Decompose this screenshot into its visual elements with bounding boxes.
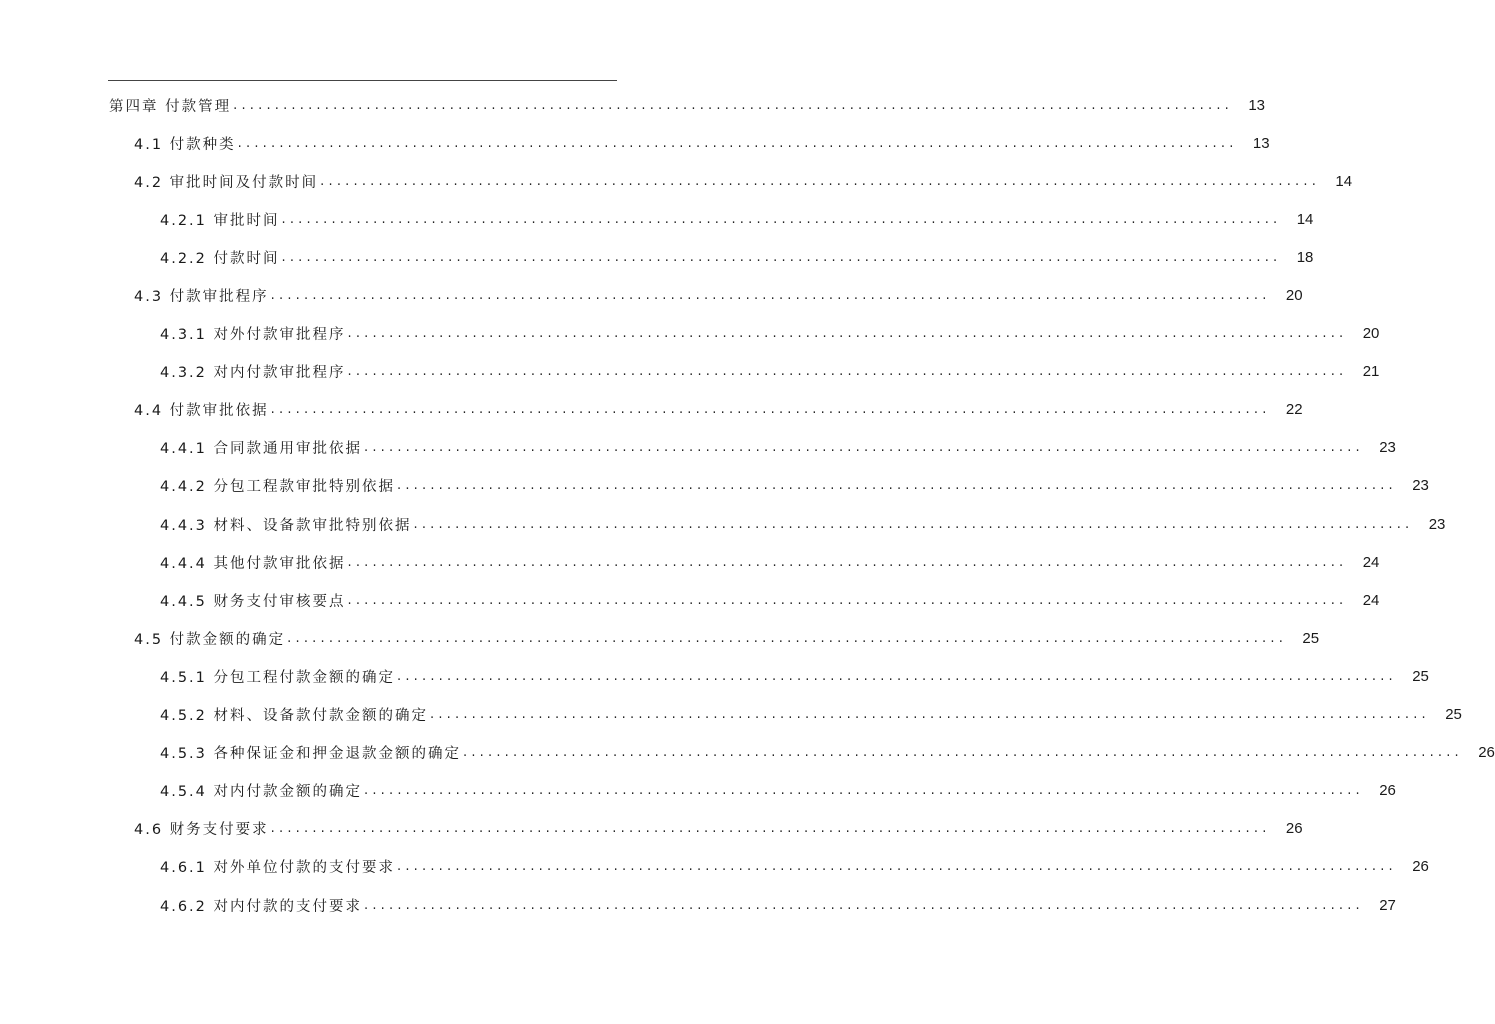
- toc-entry-title: 4.6 财务支付要求: [134, 822, 269, 839]
- toc-entry[interactable]: [0, 581, 1380, 619]
- toc-page-number: 24: [1362, 591, 1380, 609]
- toc-dot-leader: ........................................................................................................................: [347, 364, 1348, 380]
- toc-dot-leader: ........................................................................................................................: [270, 821, 1271, 837]
- toc-dot-leader: ........................................................................................................................: [397, 478, 1397, 494]
- toc-page-number: 23: [1379, 439, 1396, 457]
- toc-entry[interactable]: [0, 543, 1380, 581]
- toc-entry-title: 4.2.1 审批时间: [160, 212, 280, 229]
- toc-entry-title: 4.5.3 各种保证金和押金退款金额的确定: [160, 746, 462, 763]
- toc-entry[interactable]: [0, 467, 1429, 505]
- toc-dot-leader: ........................................................................................................................: [397, 668, 1397, 684]
- toc-dot-leader: ........................................................................................................................: [413, 516, 1414, 532]
- toc-entry-title: 4.4.1 合同款通用审批依据: [160, 441, 363, 458]
- toc-page-number: 20: [1362, 325, 1380, 343]
- toc-entry-title: 第四章 付款管理: [109, 98, 232, 115]
- toc-entry[interactable]: [0, 505, 1446, 543]
- toc-entry-title: 4.4.4 其他付款审批依据: [160, 555, 346, 572]
- toc-entry-title: 4.1 付款种类: [134, 136, 236, 153]
- toc-entry[interactable]: [0, 86, 1265, 124]
- toc-entry[interactable]: [0, 657, 1429, 695]
- toc-page-number: 25: [1412, 667, 1429, 685]
- toc-entry[interactable]: [0, 315, 1380, 353]
- toc-entry-title: 4.4.2 分包工程款审批特别依据: [160, 479, 396, 496]
- toc-page-number: 26: [1379, 782, 1396, 800]
- toc-entry-title: 4.3.2 对内付款审批程序: [160, 365, 346, 382]
- toc-entry-title: 4.2.2 付款时间: [160, 250, 280, 267]
- toc-dot-leader: ........................................................................................................................: [233, 97, 1233, 113]
- toc-entry[interactable]: [0, 238, 1314, 276]
- toc-dot-leader: ........................................................................................................................: [320, 173, 1321, 189]
- toc-entry[interactable]: [0, 886, 1396, 924]
- toc-dot-leader: ........................................................................................................................: [347, 554, 1348, 570]
- toc-dot-leader: ........................................................................................................................: [270, 402, 1271, 418]
- toc-page-number: 25: [1445, 706, 1462, 724]
- toc-entry-title: 4.2 审批时间及付款时间: [134, 174, 319, 191]
- toc-dot-leader: ........................................................................................................................: [364, 440, 1364, 456]
- toc-dot-leader: ........................................................................................................................: [281, 211, 1282, 227]
- toc-page-number: 18: [1296, 248, 1314, 266]
- toc-page-number: 14: [1296, 210, 1314, 228]
- toc-entry[interactable]: [0, 772, 1396, 810]
- toc-entry-title: 4.4.5 财务支付审核要点: [160, 593, 346, 610]
- toc-page-number: 25: [1302, 629, 1320, 647]
- toc-page-number: 26: [1285, 820, 1303, 838]
- toc-page-number: 14: [1335, 172, 1353, 190]
- toc-dot-leader: ........................................................................................................................: [270, 288, 1271, 304]
- toc-dot-leader: ........................................................................................................................: [463, 745, 1463, 761]
- toc-page-number: 23: [1428, 515, 1446, 533]
- toc-page-number: 21: [1362, 363, 1380, 381]
- toc-entry[interactable]: [0, 162, 1353, 200]
- toc-entry[interactable]: [0, 734, 1495, 772]
- toc-entry[interactable]: [0, 619, 1320, 657]
- toc-page-number: 23: [1412, 477, 1429, 495]
- toc-entry-title: 4.4.3 材料、设备款审批特别依据: [160, 517, 412, 534]
- toc-page-number: 26: [1412, 858, 1429, 876]
- toc-entry-title: 4.5.4 对内付款金额的确定: [160, 784, 363, 801]
- toc-dot-leader: ........................................................................................................................: [364, 897, 1364, 913]
- toc-entry-title: 4.3.1 对外付款审批程序: [160, 327, 346, 344]
- toc-entry-title: 4.6.2 对内付款的支付要求: [160, 898, 363, 915]
- toc-page-number: 24: [1362, 553, 1380, 571]
- toc-page-number: 13: [1252, 134, 1270, 152]
- toc-dot-leader: ........................................................................................................................: [347, 326, 1348, 342]
- toc-entry-title: 4.3 付款审批程序: [134, 289, 269, 306]
- toc-entry[interactable]: [0, 353, 1380, 391]
- toc-entry-title: 4.4 付款审批依据: [134, 403, 269, 420]
- toc-entry[interactable]: [0, 429, 1396, 467]
- toc-dot-leader: ........................................................................................................................: [347, 592, 1348, 608]
- toc-entry[interactable]: [0, 696, 1462, 734]
- toc-entry[interactable]: [0, 124, 1270, 162]
- toc-entry[interactable]: [0, 391, 1303, 429]
- toc-entry[interactable]: [0, 276, 1303, 314]
- toc-entry-title: 4.5 付款金额的确定: [134, 631, 286, 648]
- toc-entry-title: 4.6.1 对外单位付款的支付要求: [160, 860, 396, 877]
- table-of-contents: [0, 86, 1495, 924]
- toc-dot-leader: ........................................................................................................................: [287, 630, 1288, 646]
- toc-dot-leader: ........................................................................................................................: [430, 707, 1430, 723]
- toc-dot-leader: ........................................................................................................................: [237, 135, 1238, 151]
- toc-dot-leader: ........................................................................................................................: [397, 859, 1397, 875]
- toc-page-number: 20: [1285, 287, 1303, 305]
- toc-entry[interactable]: [0, 848, 1429, 886]
- toc-page-number: 26: [1478, 744, 1495, 762]
- toc-entry[interactable]: [0, 810, 1303, 848]
- toc-entry-title: 4.5.2 材料、设备款付款金额的确定: [160, 708, 429, 725]
- toc-dot-leader: ........................................................................................................................: [281, 249, 1282, 265]
- toc-page-number: 27: [1379, 896, 1396, 914]
- toc-entry-title: 4.5.1 分包工程付款金额的确定: [160, 669, 396, 686]
- toc-dot-leader: ........................................................................................................................: [364, 783, 1364, 799]
- header-rule: [108, 80, 617, 81]
- toc-page-number: 13: [1248, 96, 1265, 114]
- toc-entry[interactable]: [0, 200, 1314, 238]
- toc-page-number: 22: [1285, 401, 1303, 419]
